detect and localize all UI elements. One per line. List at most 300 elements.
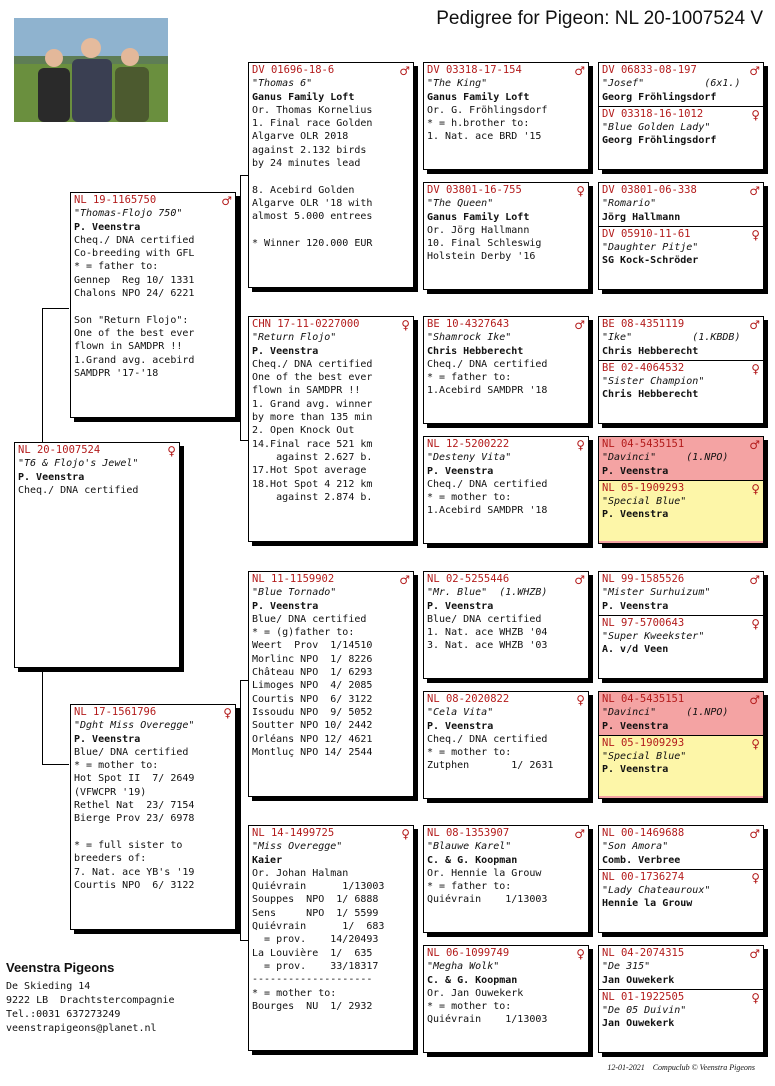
owner-name: A. v/d Veen — [602, 644, 669, 656]
ring-number: NL 00-1469688 — [602, 827, 685, 839]
female-symbol-icon: ♀ — [576, 437, 585, 452]
detail-line: Cheq./ DNA certified — [427, 733, 548, 745]
pedigree-card-ssd — [423, 182, 589, 290]
ring-number: CHN 17-11-0227000 — [252, 318, 360, 330]
detail-line: Weert Prov 1/14510 — [252, 640, 373, 652]
detail-line: Quiévrain 1/13003 — [427, 1014, 548, 1026]
detail-line: * = father to: — [427, 881, 512, 893]
pigeon-name: "The King" — [427, 78, 488, 90]
pedigree-card-dds — [423, 825, 589, 933]
pigeon-name: "Blue Golden Lady" — [602, 122, 711, 134]
female-symbol-icon: ♀ — [576, 692, 585, 707]
detail-line: Blue/ DNA certified — [252, 613, 367, 625]
ring-number: DV 05910-11-61 — [602, 227, 691, 240]
detail-line: Gennep Reg 10/ 1331 — [74, 274, 195, 286]
ring-number: NL 12-5200222 — [427, 438, 510, 450]
pigeon-name: "Mister Surhuizum" — [602, 587, 711, 599]
detail-line: Cheq./ DNA certified — [252, 358, 373, 370]
detail-line: 8. Acebird Golden — [252, 184, 355, 196]
pigeon-entry — [602, 870, 760, 911]
detail-line: Chalons NPO 24/ 6221 — [74, 288, 195, 300]
pigeon-name: "Davinci" (1.NPO) — [602, 452, 729, 464]
pigeon-entry — [252, 317, 410, 504]
detail-line: One of the best ever — [252, 372, 373, 384]
pigeon-entry — [602, 317, 760, 358]
pigeon-entry-wrapper — [602, 990, 760, 1031]
owner-name: P. Veenstra — [602, 720, 669, 732]
breeder-address-line: 9222 LB Drachtstercompagnie — [6, 995, 175, 1006]
owner-name: Chris Hebberecht — [427, 345, 524, 357]
ring-header — [602, 826, 760, 840]
pigeon-name: "Megha Wolk" — [427, 961, 500, 973]
detail-line — [252, 224, 410, 237]
owner-name: P. Veenstra — [602, 600, 669, 612]
ring-header — [602, 870, 760, 884]
owner-name: Chris Hebberecht — [602, 345, 699, 357]
male-symbol-icon: ♂ — [574, 317, 585, 332]
connector-line — [240, 175, 248, 176]
pigeon-entry-wrapper — [602, 227, 760, 268]
pigeon-entry — [427, 63, 585, 144]
detail-line: against 2.132 birds — [252, 144, 367, 156]
pigeon-name: "Return Flojo" — [252, 332, 337, 344]
pigeon-entry — [602, 616, 760, 657]
detail-line: Sens NPO 1/ 5599 — [252, 907, 379, 919]
pedigree-card-ds — [248, 571, 414, 797]
ring-number: NL 04-5435151 — [602, 438, 685, 450]
owner-name: P. Veenstra — [602, 465, 669, 477]
detail-line: breeders of: — [74, 853, 147, 865]
owner-name: SG Kock-Schröder — [602, 255, 699, 267]
pedigree-card-pair-dd1 — [598, 436, 764, 544]
ring-header — [602, 183, 760, 197]
detail-line: Cheq./ DNA certified — [74, 234, 195, 246]
pigeon-entry — [602, 107, 760, 148]
detail-line: Courtis NPO 6/ 3122 — [74, 879, 195, 891]
pigeon-name: "Josef" (6x1.) — [602, 78, 741, 90]
pigeon-name: "Miss Overegge" — [252, 841, 343, 853]
ring-header — [602, 63, 760, 77]
pigeon-entry — [427, 437, 585, 518]
breeder-phone: Tel.:0031 637273249 — [6, 1009, 121, 1020]
detail-line: Soutter NPO 10/ 2442 — [252, 720, 373, 732]
connector-line — [240, 940, 248, 941]
pigeon-entry-wrapper — [599, 736, 763, 796]
ring-number: DV 03318-16-1012 — [602, 107, 704, 120]
female-symbol-icon: ♀ — [167, 443, 176, 458]
detail-line: 1.Acebird SAMDPR '18 — [427, 385, 548, 397]
detail-line: Quiévrain 1/13003 — [252, 881, 385, 893]
pigeon-name: "Son Amora" — [602, 841, 669, 853]
detail-line: Holstein Derby '16 — [427, 251, 536, 263]
detail-line: 17.Hot Spot average — [252, 465, 367, 477]
owner-name: Ganus Family Loft — [252, 91, 355, 103]
pigeon-entry — [252, 572, 410, 759]
male-symbol-icon: ♂ — [574, 63, 585, 78]
ring-number: NL 06-1099749 — [427, 947, 510, 959]
ring-number: DV 03801-16-755 — [427, 184, 522, 196]
ring-header — [602, 227, 760, 241]
connector-line — [42, 764, 69, 765]
detail-line: = prov. 33/18317 — [252, 960, 379, 972]
pigeon-name: "The Queen" — [427, 198, 494, 210]
pigeon-entry — [602, 183, 760, 224]
detail-line: against 2.874 b. — [252, 491, 373, 503]
ring-number: BE 02-4064532 — [602, 361, 685, 374]
pedigree-card-sds — [423, 316, 589, 424]
ring-header — [427, 317, 585, 331]
female-symbol-icon: ♀ — [751, 616, 760, 631]
pigeon-name: "Blauwe Karel" — [427, 841, 512, 853]
detail-line: by 24 minutes lead — [252, 158, 361, 170]
detail-line: Algarve OLR 2018 — [252, 131, 349, 143]
ring-number: NL 08-2020822 — [427, 693, 510, 705]
breeder-address-line: De Skieding 14 — [6, 981, 91, 992]
detail-line: 18.Hot Spot 4 212 km — [252, 478, 373, 490]
male-symbol-icon: ♂ — [749, 572, 760, 587]
detail-line: = prov. 14/20493 — [252, 934, 379, 946]
ring-header — [252, 317, 410, 331]
detail-line: * = father to: — [427, 372, 512, 384]
owner-name: P. Veenstra — [252, 600, 319, 612]
male-symbol-icon: ♂ — [749, 826, 760, 841]
pigeon-entry — [252, 63, 410, 250]
owner-name: Hennie la Grouw — [602, 898, 693, 910]
ring-number: DV 03318-17-154 — [427, 64, 522, 76]
pedigree-card-pair-ds1 — [598, 316, 764, 424]
ring-header — [602, 692, 760, 706]
detail-line: 14.Final race 521 km — [252, 438, 373, 450]
male-symbol-icon: ♂ — [749, 437, 760, 452]
detail-line: One of the best ever — [74, 327, 195, 339]
pigeon-name: "Special Blue" — [602, 751, 687, 763]
ring-number: DV 06833-08-197 — [602, 64, 697, 76]
pigeon-entry — [427, 317, 585, 398]
detail-line: Blue/ DNA certified — [74, 746, 189, 758]
detail-line: 1. Final race Golden — [252, 118, 373, 130]
ring-header — [427, 63, 585, 77]
pigeon-name: "De 315" — [602, 961, 651, 973]
pigeon-entry — [602, 437, 760, 478]
pigeon-entry — [18, 443, 176, 497]
owner-name: Jörg Hallmann — [602, 211, 681, 223]
ring-header — [602, 572, 760, 586]
pigeon-name: "Lady Chateauroux" — [602, 885, 711, 897]
pedigree-card-sss — [423, 62, 589, 170]
female-symbol-icon: ♀ — [576, 183, 585, 198]
pigeon-entry-wrapper — [602, 616, 760, 657]
pigeon-entry — [74, 193, 232, 380]
ring-header — [602, 616, 760, 630]
pigeon-name: "Ike" (1.KBDB) — [602, 332, 741, 344]
detail-line: 2. Open Knock Out — [252, 425, 355, 437]
connector-line — [240, 680, 241, 940]
detail-line: (VFWCPR '19) — [74, 786, 147, 798]
detail-line: Or. Johan Halman — [252, 867, 349, 879]
owner-name: Jan Ouwekerk — [602, 1018, 675, 1030]
pedigree-card-dd — [248, 825, 414, 1051]
pedigree-card-dam — [70, 704, 236, 930]
owner-name: Jan Ouwekerk — [602, 974, 675, 986]
ring-number: NL 05-1909293 — [602, 481, 685, 494]
owner-name: Kaier — [252, 854, 283, 866]
owner-name: Georg Fröhlingsdorf — [602, 135, 717, 147]
ring-header — [427, 946, 585, 960]
detail-line: Quiévrain 1/13003 — [427, 894, 548, 906]
pigeon-entry-wrapper — [599, 481, 763, 541]
detail-line: * = h.brother to: — [427, 118, 530, 130]
ring-header — [74, 705, 232, 719]
ring-header — [602, 990, 760, 1004]
owner-name: P. Veenstra — [74, 733, 141, 745]
ring-number: NL 01-1922505 — [602, 990, 685, 1003]
male-symbol-icon: ♂ — [749, 317, 760, 332]
connector-line — [240, 680, 248, 681]
pedigree-card-pair-dd3 — [598, 945, 764, 1053]
ring-header — [427, 183, 585, 197]
ring-header — [602, 946, 760, 960]
ring-number: NL 04-2074315 — [602, 947, 685, 959]
breeder-name: Veenstra Pigeons — [6, 960, 115, 975]
ring-number: NL 05-1909293 — [602, 736, 685, 749]
detail-line: Son "Return Flojo": — [74, 314, 189, 326]
ring-number: BE 10-4327643 — [427, 318, 510, 330]
owner-name: Ganus Family Loft — [427, 91, 530, 103]
pigeon-name: "De 05 Duivin" — [602, 1005, 687, 1017]
detail-line: * = mother to: — [427, 492, 512, 504]
pigeon-entry — [427, 572, 585, 653]
ring-header — [18, 443, 176, 457]
detail-line: Orléans NPO 12/ 4621 — [252, 733, 373, 745]
detail-line: La Louvière 1/ 635 — [252, 947, 373, 959]
connector-line — [42, 308, 43, 443]
ring-number: BE 08-4351119 — [602, 318, 685, 330]
detail-line: 1. Nat. ace WHZB '04 — [427, 627, 548, 639]
owner-name: Comb. Verbree — [602, 854, 681, 866]
male-symbol-icon: ♂ — [749, 183, 760, 198]
page-title: Pedigree for Pigeon: NL 20-1007524 V — [436, 8, 763, 29]
detail-line: Co-breeding with GFL — [74, 248, 195, 260]
pedigree-card-ss — [248, 62, 414, 288]
pigeon-entry — [602, 692, 760, 733]
female-symbol-icon: ♀ — [751, 481, 760, 496]
pedigree-card-pair-sd — [598, 182, 764, 290]
pigeon-name: "Daughter Pitje" — [602, 242, 699, 254]
pigeon-entry — [602, 63, 760, 104]
owner-name: P. Veenstra — [427, 600, 494, 612]
owner-name: P. Veenstra — [252, 345, 319, 357]
pigeon-name: "Davinci" (1.NPO) — [602, 707, 729, 719]
pigeon-entry-wrapper — [602, 361, 760, 402]
pedigree-card-dsd — [423, 691, 589, 799]
ring-number: NL 97-5700643 — [602, 616, 685, 629]
pigeon-entry — [602, 572, 760, 613]
pigeon-name: "Dght Miss Overegge" — [74, 720, 195, 732]
ring-number: NL 02-5255446 — [427, 573, 510, 585]
pigeon-name: "Cela Vita" — [427, 707, 494, 719]
ring-header — [427, 572, 585, 586]
pigeon-name: "Romario" — [602, 198, 657, 210]
female-symbol-icon: ♀ — [223, 705, 232, 720]
detail-line: Courtis NPO 6/ 3122 — [252, 693, 373, 705]
owner-name: P. Veenstra — [602, 764, 669, 776]
pigeon-entry — [427, 826, 585, 907]
ring-header — [602, 107, 760, 121]
detail-line: Or. Thomas Kornelius — [252, 104, 373, 116]
male-symbol-icon: ♂ — [399, 572, 410, 587]
male-symbol-icon: ♂ — [221, 193, 232, 208]
male-symbol-icon: ♂ — [749, 63, 760, 78]
detail-line: Cheq./ DNA certified — [427, 478, 548, 490]
connector-line — [240, 175, 241, 440]
ring-number: NL 99-1585526 — [602, 573, 685, 585]
pigeon-name: "Sister Champion" — [602, 376, 705, 388]
ring-number: NL 20-1007524 — [18, 444, 101, 456]
detail-line: Bierge Prov 23/ 6978 — [74, 813, 195, 825]
ring-header — [602, 736, 760, 750]
ring-header — [252, 63, 410, 77]
detail-line: Château NPO 1/ 6293 — [252, 667, 373, 679]
pigeon-name: "Shamrock Ike" — [427, 332, 512, 344]
pigeon-entry — [427, 692, 585, 773]
pigeon-entry — [602, 481, 760, 522]
owner-name: C. & G. Koopman — [427, 854, 518, 866]
ring-number: NL 19-1165750 — [74, 194, 157, 206]
detail-line: * = mother to: — [252, 987, 337, 999]
detail-line: Morlinc NPO 1/ 8226 — [252, 653, 373, 665]
detail-line: Blue/ DNA certified — [427, 613, 542, 625]
detail-line: almost 5.000 entrees — [252, 211, 373, 223]
breeder-photo — [14, 18, 168, 122]
pigeon-name: "Desteny Vita" — [427, 452, 512, 464]
detail-line: 1.Acebird SAMDPR '18 — [427, 505, 548, 517]
pedigree-card-pair-dd2 — [598, 691, 764, 799]
detail-line: 3. Nat. ace WHZB '03 — [427, 640, 548, 652]
pigeon-name: "T6 & Flojo's Jewel" — [18, 458, 139, 470]
detail-line: by more than 135 min — [252, 412, 373, 424]
owner-name: P. Veenstra — [427, 720, 494, 732]
pigeon-name: "Special Blue" — [602, 496, 687, 508]
pigeon-entry-wrapper — [602, 107, 760, 148]
detail-line: Quiévrain 1/ 683 — [252, 921, 385, 933]
female-symbol-icon: ♀ — [576, 946, 585, 961]
detail-line: * = mother to: — [427, 747, 512, 759]
pigeon-name: "Mr. Blue" (1.WHZB) — [427, 587, 548, 599]
owner-name: Georg Fröhlingsdorf — [602, 91, 717, 103]
detail-line: * Winner 120.000 EUR — [252, 237, 373, 249]
female-symbol-icon: ♀ — [401, 317, 410, 332]
pedigree-card-pair-ds2 — [598, 571, 764, 679]
detail-line: Montluç NPO 14/ 2544 — [252, 746, 373, 758]
detail-line: Or. Jörg Hallmann — [427, 224, 530, 236]
pedigree-card-sdd — [423, 436, 589, 544]
connector-line — [42, 308, 69, 309]
ring-header — [252, 826, 410, 840]
owner-name: C. & G. Koopman — [427, 974, 518, 986]
pigeon-entry — [602, 946, 760, 987]
pigeon-entry — [602, 361, 760, 402]
detail-line: 1. Grand avg. winner — [252, 398, 373, 410]
ring-header — [602, 481, 760, 495]
ring-number: NL 00-1736274 — [602, 870, 685, 883]
footer-credit: 12-01-2021 Compuclub © Veenstra Pigeons — [607, 1063, 755, 1072]
detail-line: Algarve OLR '18 with — [252, 197, 373, 209]
owner-name: Chris Hebberecht — [602, 389, 699, 401]
ring-header — [252, 572, 410, 586]
pigeon-name: "Thomas-Flojo 750" — [74, 208, 183, 220]
pigeon-entry — [602, 736, 760, 777]
ring-header — [74, 193, 232, 207]
female-symbol-icon: ♀ — [751, 361, 760, 376]
female-symbol-icon: ♀ — [751, 990, 760, 1005]
pigeon-entry — [602, 826, 760, 867]
breeder-email: veenstrapigeons@planet.nl — [6, 1023, 157, 1034]
connector-line — [42, 668, 43, 764]
pedigree-card-ddd — [423, 945, 589, 1053]
pigeon-entry — [427, 946, 585, 1027]
detail-line: Cheq./ DNA certified — [18, 484, 139, 496]
detail-line: 1. Nat. ace BRD '15 — [427, 131, 542, 143]
detail-line: flown in SAMDPR !! — [74, 341, 183, 353]
detail-line: Or. Jan Ouwekerk — [427, 987, 524, 999]
ring-number: DV 03801-06-338 — [602, 184, 697, 196]
detail-line: Cheq./ DNA certified — [427, 358, 548, 370]
pigeon-entry-wrapper — [602, 870, 760, 911]
pigeon-entry — [602, 227, 760, 268]
owner-name: P. Veenstra — [427, 465, 494, 477]
detail-line: 7. Nat. ace YB's '19 — [74, 866, 195, 878]
ring-header — [427, 826, 585, 840]
detail-line: SAMDPR '17-'18 — [74, 367, 159, 379]
male-symbol-icon: ♂ — [749, 692, 760, 707]
detail-line: * = mother to: — [74, 760, 159, 772]
detail-line: * = father to: — [74, 261, 159, 273]
ring-number: NL 17-1561796 — [74, 706, 157, 718]
female-symbol-icon: ♀ — [751, 107, 760, 122]
detail-line: * = (g)father to: — [252, 627, 355, 639]
ring-header — [602, 317, 760, 331]
pigeon-entry — [252, 826, 410, 1013]
owner-name: Ganus Family Loft — [427, 211, 530, 223]
ring-number: NL 04-5435151 — [602, 693, 685, 705]
detail-line: Issoudu NPO 9/ 5052 — [252, 706, 373, 718]
ring-header — [602, 361, 760, 375]
ring-number: DV 01696-18-6 — [252, 64, 335, 76]
ring-header — [602, 437, 760, 451]
detail-line: * = full sister to — [74, 839, 183, 851]
ring-number: NL 11-1159902 — [252, 573, 335, 585]
pigeon-entry — [427, 183, 585, 264]
pedigree-card-sd — [248, 316, 414, 542]
pedigree-card-pair-ds3 — [598, 825, 764, 933]
ring-number: NL 14-1499725 — [252, 827, 335, 839]
female-symbol-icon: ♀ — [751, 736, 760, 751]
owner-name: P. Veenstra — [18, 471, 85, 483]
detail-line: -------------------- — [252, 974, 373, 986]
pedigree-card-sire — [70, 192, 236, 418]
detail-line: Souppes NPO 1/ 6888 — [252, 894, 379, 906]
detail-line: flown in SAMDPR !! — [252, 385, 361, 397]
detail-line: Or. G. Fröhlingsdorf — [427, 104, 548, 116]
pigeon-name: "Blue Tornado" — [252, 587, 337, 599]
detail-line: * = mother to: — [427, 1001, 512, 1013]
detail-line: 1.Grand avg. acebird — [74, 354, 195, 366]
female-symbol-icon: ♀ — [751, 227, 760, 242]
pedigree-card-dss — [423, 571, 589, 679]
detail-line: Rethel Nat 23/ 7154 — [74, 800, 195, 812]
male-symbol-icon: ♂ — [574, 826, 585, 841]
detail-line: against 2.627 b. — [252, 451, 373, 463]
